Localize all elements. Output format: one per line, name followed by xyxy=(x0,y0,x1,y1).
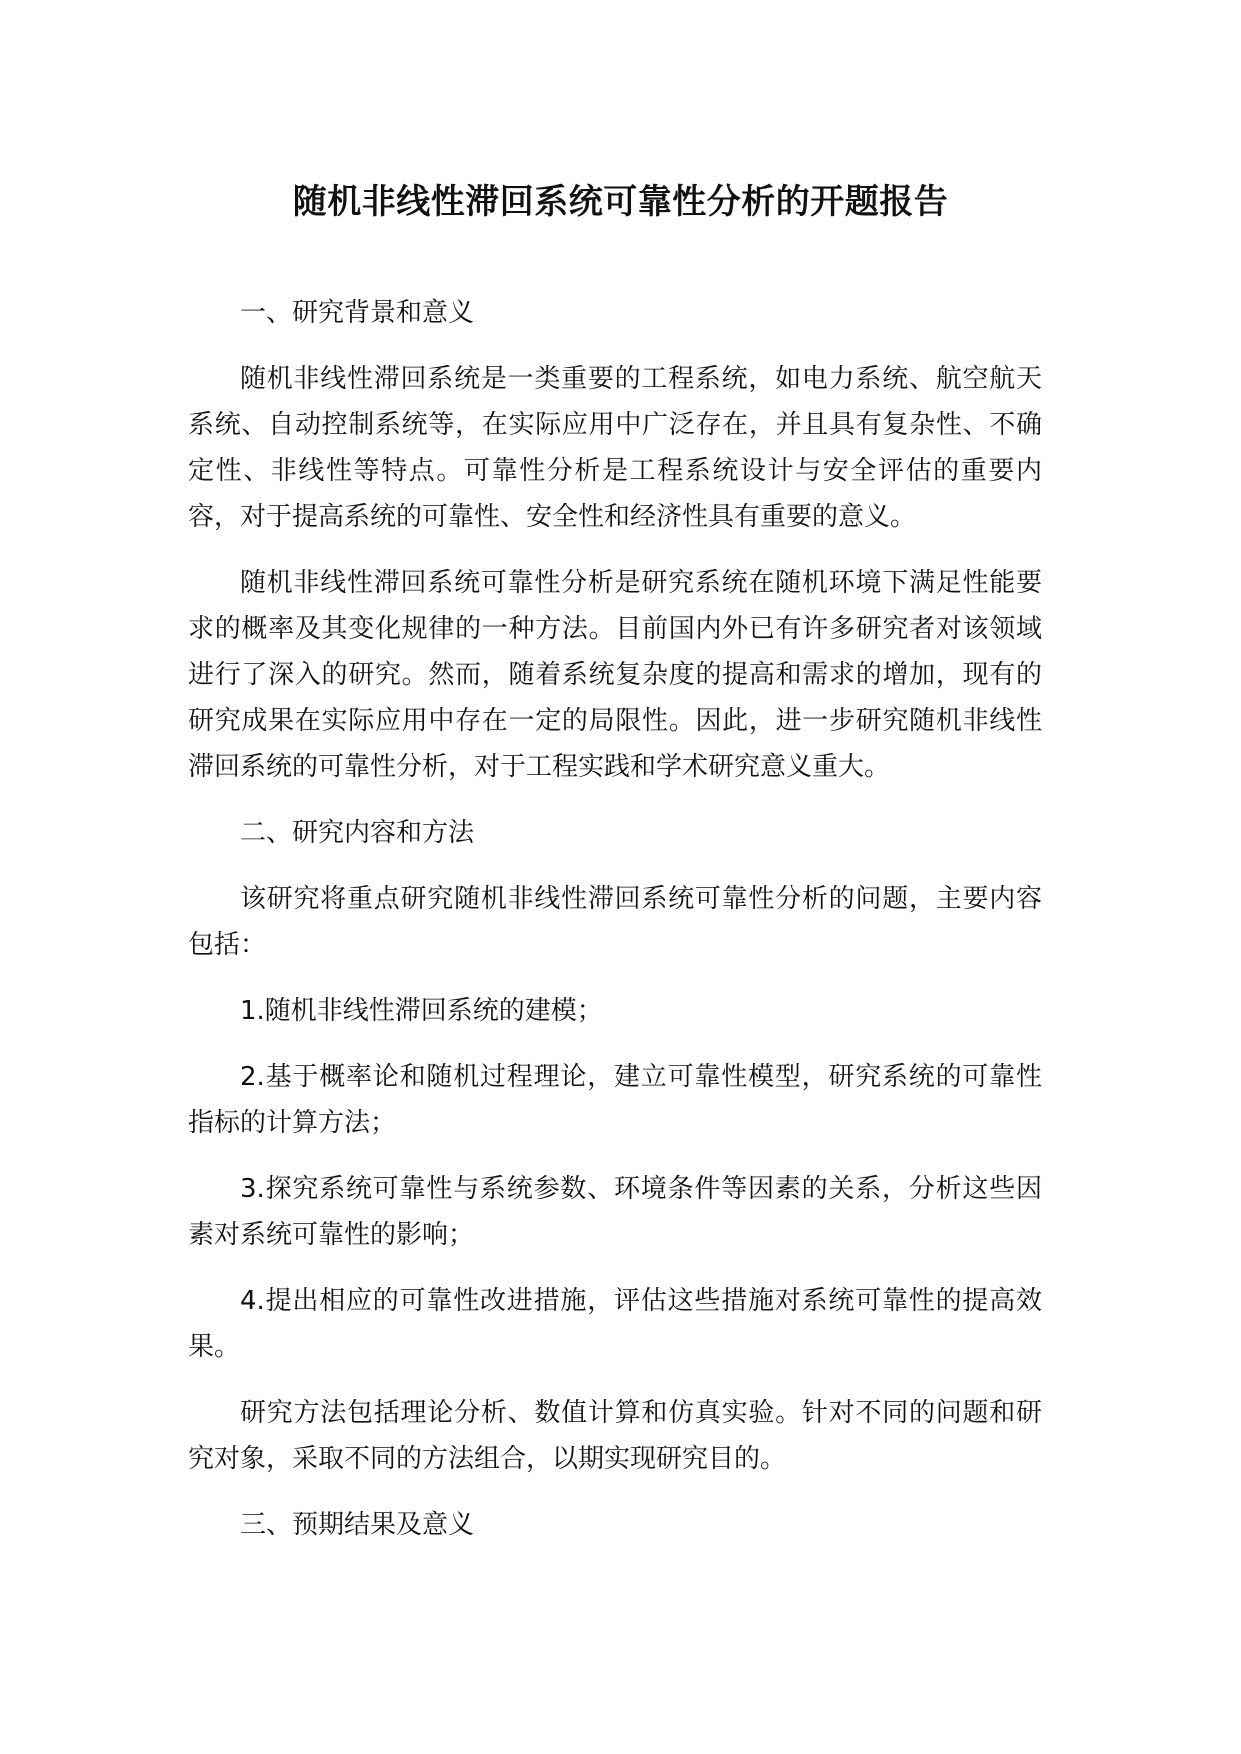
section-heading-expected-results: 三、预期结果及意义 xyxy=(240,1510,475,1540)
section-heading-background: 一、研究背景和意义 xyxy=(240,298,475,328)
list-item-2: 2.基于概率论和随机过程理论，建立可靠性模型，研究系统的可靠性指标的计算方法； xyxy=(188,1062,1042,1138)
paragraph-methods: 研究方法包括理论分析、数值计算和仿真实验。针对不同的问题和研究对象，采取不同的方法组合，以期实现研究目的。 xyxy=(188,1398,1042,1474)
section-heading-content-methods: 二、研究内容和方法 xyxy=(240,818,475,848)
document-body xyxy=(188,290,1042,1568)
paragraph-content-intro: 该研究将重点研究随机非线性滞回系统可靠性分析的问题，主要内容包括： xyxy=(188,884,1042,960)
list-item-1: 1.随机非线性滞回系统的建模； xyxy=(240,996,603,1026)
paragraph-background-2: 随机非线性滞回系统可靠性分析是研究系统在随机环境下满足性能要求的概率及其变化规律的一种方法。目前国内外已有许多研究者对该领域进行了深入的研究。然而，随着系统复杂度的提高和需求的增加，现有的研究成果在实际应用中存在一定的局限性。因此，进一步研究随机非线性滞回系统的可靠性分析，对于工程实践和学术研究意义重大。 xyxy=(188,568,1042,782)
list-item-3: 3.探究系统可靠性与系统参数、环境条件等因素的关系，分析这些因素对系统可靠性的影响； xyxy=(188,1174,1042,1250)
list-item-4: 4.提出相应的可靠性改进措施，评估这些措施对系统可靠性的提高效果。 xyxy=(188,1286,1042,1362)
document-title: 随机非线性滞回系统可靠性分析的开题报告 xyxy=(292,182,949,222)
paragraph-background-1: 随机非线性滞回系统是一类重要的工程系统，如电力系统、航空航天系统、自动控制系统等，在实际应用中广泛存在，并且具有复杂性、不确定性、非线性等特点。可靠性分析是工程系统设计与安全评估的重要内容，对于提高系统的可靠性、安全性和经济性具有重要的意义。 xyxy=(188,364,1042,532)
